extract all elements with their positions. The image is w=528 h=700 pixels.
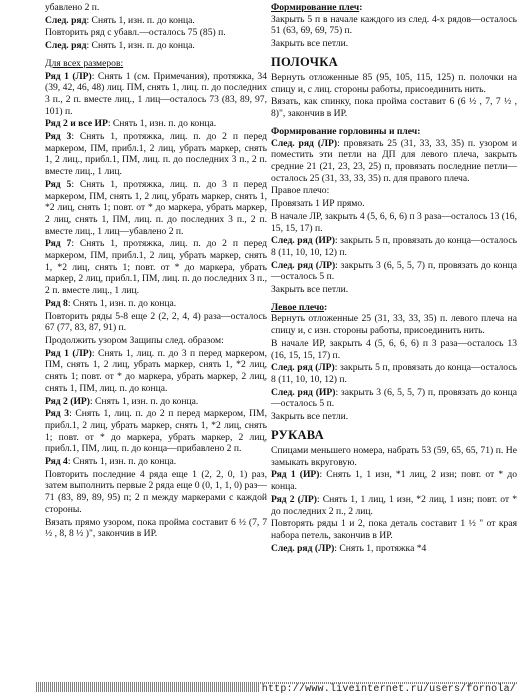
text-block: Продолжить узором Защипы след. образом: — [45, 334, 224, 346]
row-instruction: Ряд 2 (ЛР): Снять 1, 1 лиц, 1 изн, *2 лиц, 1 изн; повт. от * до последних 2 п., 2 лиц. — [271, 493, 517, 517]
text-block: Повторить ряды 5-8 еще 2 (2, 2, 4, 4) раза—осталось 67 (77, 83, 87, 91) п. — [45, 310, 267, 334]
row-label: Ряд 1 (ИР) — [271, 469, 320, 481]
row-instruction: Ряд 1 (ЛР): Снять 1 (см. Примечания), протяжка, 34 (39, 42, 46, 48) лиц. ПМ, снять 1, лиц. п. до последних 3 п., 2 п. вместе лиц., 1 лиц—осталось 73 (83, 89, 97, 101) п. — [45, 70, 267, 117]
row-label: След. ряд (ЛР) — [271, 362, 335, 374]
subheading-right-shoulder: Правое плечо: — [271, 185, 330, 197]
row-label: След. ряд — [45, 40, 87, 52]
section-heading-shoulders: Формирование плеч: — [271, 2, 363, 13]
row-instruction: Ряд 1 (ИР): Снять 1, 1 изн, *1 лиц, 2 изн; повт. от * до конца. — [271, 469, 517, 493]
row-instruction: Ряд 2 и все ИР: Снять 1, изн. п. до конца. — [45, 118, 217, 130]
row-instruction: Ряд 4: Снять 1, изн. п. до конца. — [45, 456, 177, 468]
row-label: Ряд 5 — [45, 178, 72, 190]
text-block: Провязать 1 ИР прямо. — [271, 198, 365, 210]
text-block: Повторить ряд с убавл.—осталось 75 (85) п. — [45, 27, 226, 39]
row-label: Ряд 2 (ЛР) — [271, 493, 317, 505]
row-label: След. ряд (ЛР) — [271, 259, 336, 271]
row-label: Ряд 2 (ИР) — [45, 395, 90, 407]
row-label: Ряд 1 (ЛР) — [45, 347, 92, 359]
text-block: Повторять ряды 1 и 2, пока деталь составит 1 ½ " от края набора петель, закончив в ИР. — [271, 518, 517, 541]
section-heading-sleeves: РУКАВА — [271, 427, 324, 442]
row-instruction: Ряд 5: Снять 1, протяжка, лиц. п. до 3 п перед маркером, ПМ, снять 1, 2 лиц, убрать маркер, снять 1, *2 лиц, снять 1; повт. от * до маркера, убрать маркер, 2 лиц, снять 1, ПМ, лиц. п. до последних 3 п., 2 п. вместе лиц., 1 лиц—убавлено 2 п. — [45, 178, 267, 237]
row-instruction: Ряд 8: Снять 1, изн. п. до конца. — [45, 297, 177, 309]
text-block: Повторить последние 4 ряда еще 1 (2, 2, 0, 1) раз, затем выполнить первые 2 ряда еще 0 (0, 1, 1, 0) раз—71 (83, 89, 89, 95) п; 2 п между маркерами с каждой стороны. — [45, 468, 267, 515]
text-block: Закрыть все петли. — [271, 411, 349, 423]
row-label: След. ряд (ЛР) — [271, 137, 338, 149]
row-instruction: Ряд 1 (ЛР): Снять 1, лиц. п. до 3 п перед маркером, ПМ, снять 1, 2 лиц, убрать маркер, снять 1, *2 лиц, снять 1; повт. от * до маркера, убрать маркер, 2 лиц, снять 1, ПМ, лиц. п. до конца. — [45, 347, 267, 394]
row-instruction: След. ряд (ЛР): закрыть 3 (6, 5, 5, 7) п, провязать до конца—осталось 5 п. — [271, 259, 517, 283]
row-label: Ряд 1 (ЛР) — [45, 70, 92, 82]
section-heading-all-sizes: Для всех размеров: — [45, 57, 124, 69]
row-instruction: След. ряд (ЛР): провязать 25 (31, 33, 33, 35) п. узором и поместить эти петли на ДП для левого плеча, закрыть средние 21 (21, 23, 23, 25) п, провязать последние петли—осталось 25 (31, 33, 33, 35) п. для правого плеча. — [271, 137, 517, 184]
row-instruction: Ряд 2 (ИР): Снять 1, изн. п. до конца. — [45, 395, 199, 407]
text-block: Закрыть все петли. — [271, 38, 349, 50]
footer-url[interactable]: http://www.liveinternet.ru/users/fornola/ — [261, 683, 516, 695]
text-block: Вернуть отложенные 25 (31, 33, 33, 35) п. левого плеча на спицу и, с изн. стороны работы, присоединить нить. — [271, 313, 517, 337]
right-column — [271, 2, 517, 678]
row-instruction: След. ряд: Снять 1, изн. п. до конца. — [45, 14, 195, 26]
row-label: След. ряд (ИР) — [271, 235, 335, 247]
text-block: В начале ЛР, закрыть 4 (5, 6, 6, 6) п 3 раза—осталось 13 (16, 15, 15, 17) п. — [271, 210, 517, 234]
row-instruction: След. ряд (ЛР): Снять 1, протяжка *4 — [271, 542, 427, 554]
text-block: Закрыть 5 п в начале каждого из след. 4-х рядов—осталось 51 (63, 69, 69, 75) п. — [271, 13, 517, 37]
row-label: След. ряд — [45, 14, 87, 26]
text-block: убавлено 2 п. — [45, 2, 100, 13]
row-label: Ряд 2 и все ИР — [45, 118, 108, 130]
left-column — [45, 2, 267, 678]
text-block: Вязать прямо узором, пока пройма составит 6 ½ (7, 7 ½ , 8, 8 ½ )", закончив в ИР. — [45, 516, 267, 540]
text-block: Вернуть отложенные 85 (95, 105, 115, 125) п. полочки на спицу и, с лиц. стороны работы, присоединить нить. — [271, 72, 517, 95]
row-label: Ряд 3 — [45, 131, 72, 143]
section-heading-front: ПОЛОЧКА — [271, 54, 338, 69]
text-block: В начале ИР, закрыть 4 (5, 6, 6, 6) п 3 раза—осталось 13 (16, 15, 15, 17) п. — [271, 337, 517, 361]
row-instruction: Ряд 3: Снять 1, протяжка, лиц. п. до 2 п перед маркером, ПМ, прибл.1, 2 лиц, убрать маркер, снять 1, 2 лиц., прибл.1, ПМ, лиц. п. до последних 3 п., 2 п. вместе лиц., 1 лиц. — [45, 131, 267, 178]
section-heading-neckline: Формирование горловины и плеч: — [271, 125, 421, 137]
section-heading-left-shoulder: Левое плечо: — [271, 301, 328, 313]
row-label: След. ряд (ИР) — [271, 386, 336, 398]
row-label: Ряд 3 — [45, 408, 70, 420]
row-label: Ряд 8 — [45, 297, 68, 309]
row-instruction: След. ряд (ИР): закрыть 5 п, провязать до конца—осталось 8 (11, 10, 10, 12) п. — [271, 235, 517, 258]
row-label: Ряд 4 — [45, 456, 68, 468]
row-label: Ряд 7 — [45, 238, 72, 250]
row-instruction: След. ряд (ЛР): закрыть 5 п, провязать до конца—осталось 8 (11, 10, 10, 12) п. — [271, 362, 517, 385]
text-block: Вязать, как спинку, пока пройма составит 6 (6 ½ , 7, 7 ½ , 8)", закончив в ИР. — [271, 96, 517, 120]
row-instruction: Ряд 7: Снять 1, протяжка, лиц. п. до 2 п перед маркером, ПМ, прибл.1, 2 лиц, убрать маркер, снять 1, *2 лиц, снять 1; повт. от * до маркера, убрать маркер, 2 лиц, прибл.1, ПМ, лиц. п. до последних 3 п., 2 п. вместе лиц., 1 лиц. — [45, 238, 267, 297]
row-instruction: След. ряд (ИР): закрыть 3 (6, 5, 5, 7) п, провязать до конца—осталось 5 п. — [271, 386, 517, 410]
text-block: Спицами меньшего номера, набрать 53 (59, 65, 65, 71) п. Не замыкать вкруговую. — [271, 445, 517, 468]
row-label: След. ряд (ЛР) — [271, 542, 335, 554]
row-instruction: След. ряд: Снять 1, изн. п. до конца. — [45, 40, 195, 52]
row-instruction: Ряд 3: Снять 1, лиц. п. до 2 п перед маркером, ПМ, прибл.1, 2 лиц, убрать маркер, снять 1, *2 лиц, снять 1; повт. от * до маркера, убрать маркер, 2 лиц, прибл.1, ПМ, лиц. п. до конца—прибавлено 2 п. — [45, 408, 267, 455]
text-block: Закрыть все петли. — [271, 284, 349, 296]
